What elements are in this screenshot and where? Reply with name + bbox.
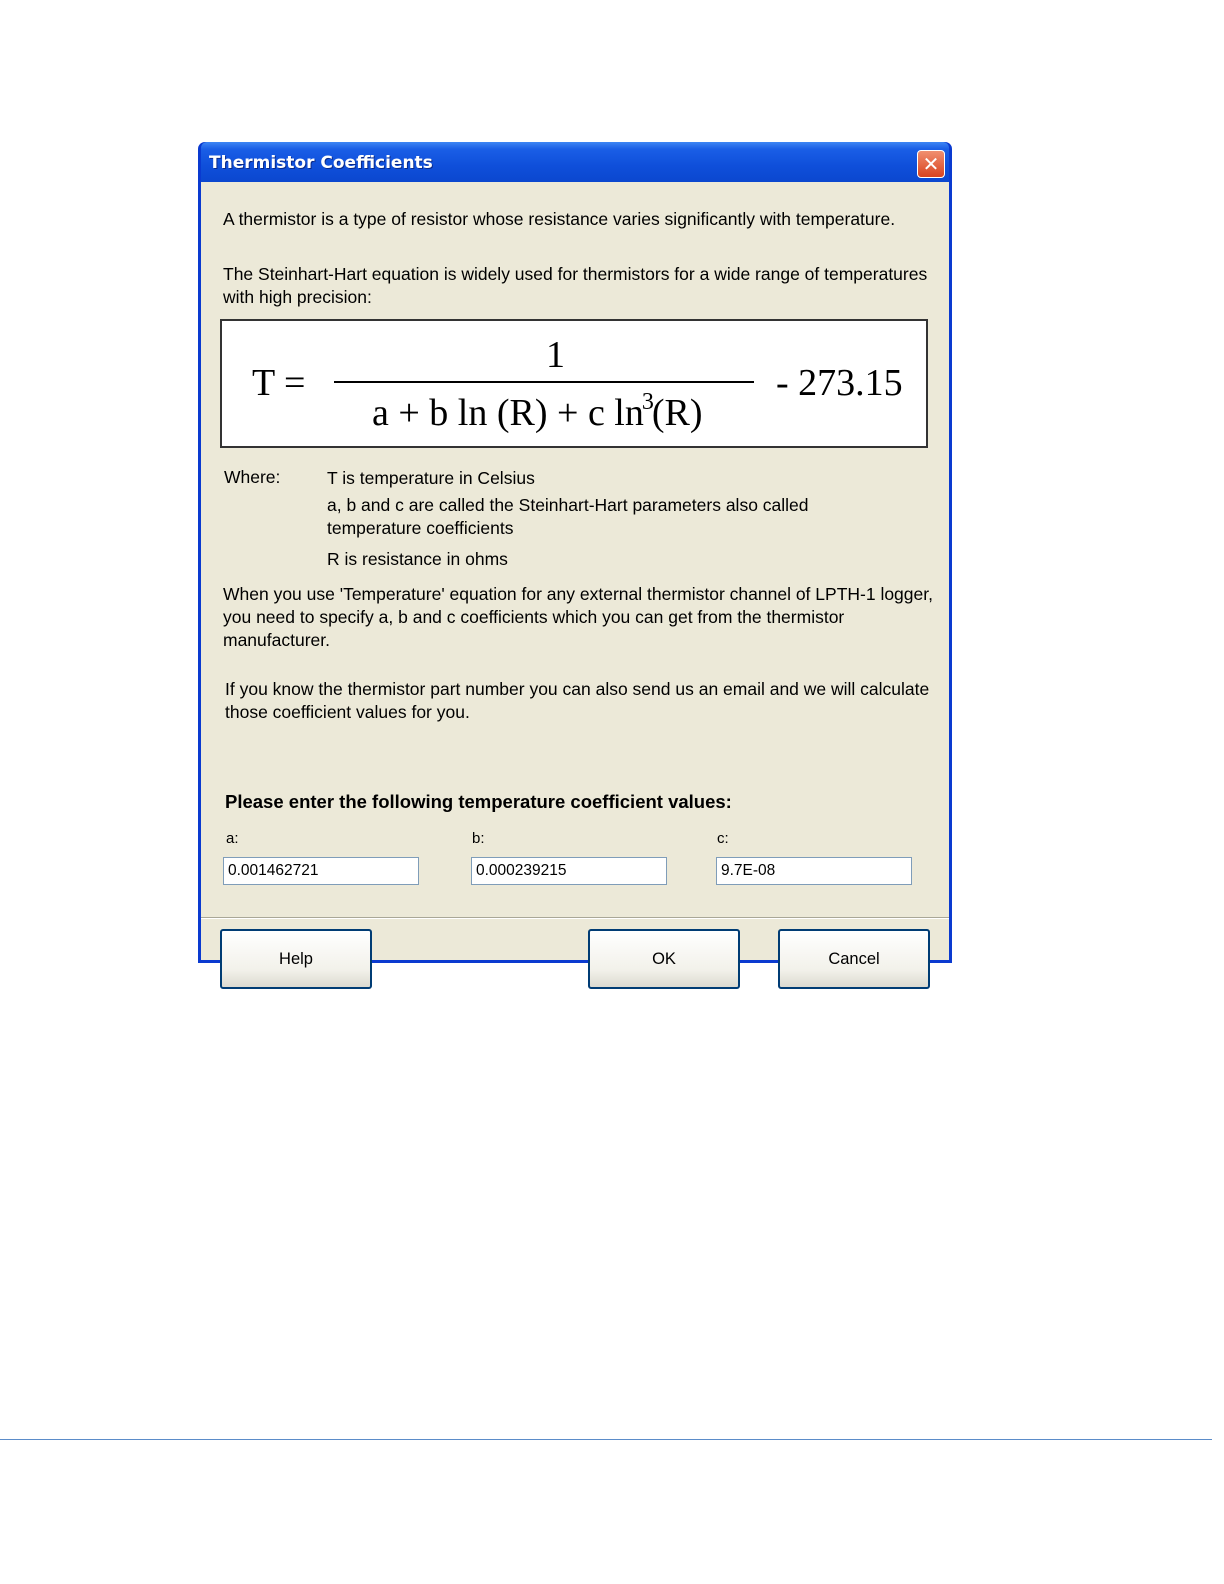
formula-denominator xyxy=(372,391,703,435)
cancel-button[interactable]: Cancel xyxy=(778,929,930,989)
coef-a-label: a: xyxy=(226,830,239,847)
where-item-t: T is temperature in Celsius xyxy=(327,468,535,488)
formula-offset: - 273.15 xyxy=(776,362,903,404)
coef-b-label: b: xyxy=(472,830,485,847)
button-separator xyxy=(201,917,949,919)
fraction-bar xyxy=(334,381,754,383)
intro-paragraph: A thermistor is a type of resistor whose resistance varies significantly with temperature. xyxy=(223,209,896,229)
close-icon[interactable]: ✕ xyxy=(917,150,945,178)
where-item-abc: a, b and c are called the Steinhart-Hart parameters also called temperature coefficients xyxy=(327,495,809,538)
dialog-body xyxy=(201,182,949,968)
denominator-tail: (R) xyxy=(651,392,703,434)
ok-button[interactable]: OK xyxy=(588,929,740,989)
thermistor-coefficients-dialog xyxy=(198,142,952,968)
steinhart-hart-formula xyxy=(220,319,928,448)
coef-c-input[interactable] xyxy=(716,857,912,885)
where-label: Where: xyxy=(224,467,281,487)
coef-a-input[interactable] xyxy=(223,857,419,885)
coef-b-input[interactable] xyxy=(471,857,667,885)
usage-paragraph: When you use 'Temperature' equation for any external thermistor channel of LPTH-1 logger, you need to specify a, b and c coefficients which you can get from the thermistor manufacturer. xyxy=(223,584,933,650)
steinhart-hart-paragraph: The Steinhart-Hart equation is widely used for thermistors for a wide range of temperatures with high precision: xyxy=(223,264,928,307)
coef-c-label: c: xyxy=(717,830,729,847)
help-button[interactable]: Help xyxy=(220,929,372,989)
formula-numerator: 1 xyxy=(546,334,565,376)
email-paragraph: If you know the thermistor part number you can also send us an email and we will calculate those coefficient values for you. xyxy=(225,679,930,722)
coefficient-prompt: Please enter the following temperature coefficient values: xyxy=(225,791,732,812)
denominator-main: a + b ln (R) + c ln xyxy=(372,392,644,434)
denominator-exponent: 3 xyxy=(641,389,654,415)
formula-lhs: T = xyxy=(252,362,306,404)
footer-divider xyxy=(0,1439,1212,1440)
dialog-title: Thermistor Coefficients xyxy=(209,153,433,173)
title-bar[interactable] xyxy=(201,142,949,182)
where-item-r: R is resistance in ohms xyxy=(327,549,508,569)
